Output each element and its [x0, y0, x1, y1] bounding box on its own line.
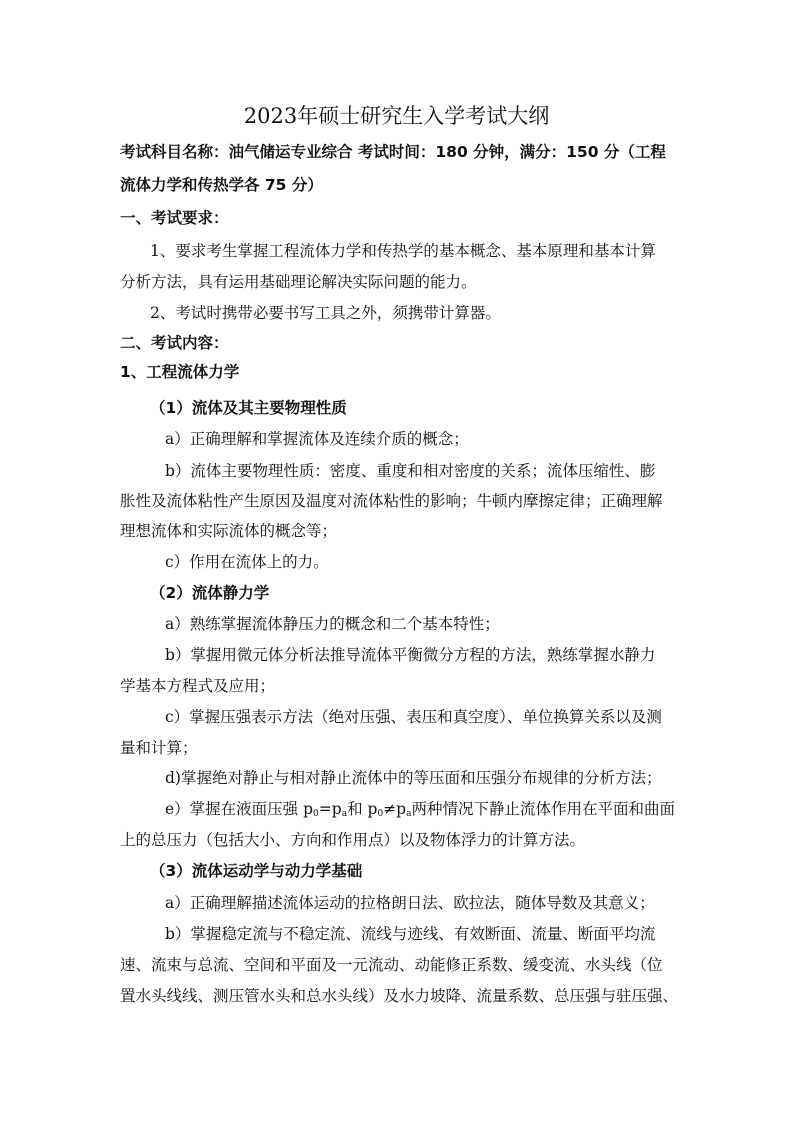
- part3-item-a: a）正确理解描述流体运动的拉格朗日法、欧拉法，随体导数及其意义；: [165, 894, 655, 912]
- part2-item-a: a）熟练掌握流体静压力的概念和二个基本特性；: [165, 615, 500, 633]
- subscript-a: a: [341, 809, 348, 819]
- part3-heading: （3）流体运动学与动力学基础: [150, 862, 363, 880]
- e-text-pre: e）掌握在液面压强: [165, 800, 304, 818]
- section1-heading: 一、考试要求：: [120, 209, 229, 227]
- part1-item-b-line-1: b）流体主要物理性质：密度、重度和相对密度的关系；流体压缩性、膨: [165, 462, 656, 480]
- document-title: 2023年硕士研究生入学考试大纲: [243, 104, 550, 128]
- part2-item-c-line-2: 量和计算；: [120, 739, 198, 757]
- section2-heading: 二、考试内容：: [120, 334, 229, 352]
- part1-item-c: c）作用在流体上的力。: [165, 553, 329, 571]
- subscript-0: 0: [313, 809, 319, 819]
- part3-item-b-line-3: 置水头线线、测压管水头和总水头线）及水力坡降、流量系数、总压强与驻压强、: [120, 987, 679, 1005]
- requirement-1-line-1: 1、要求考生掌握工程流体力学和传热学的基本概念、基本原理和基本计算: [150, 242, 656, 260]
- equals-pa: =p: [318, 800, 342, 818]
- requirement-2: 2、考试时携带必要书写工具之外，须携带计算器。: [150, 304, 501, 322]
- subject-info-line-1: 考试科目名称：油气储运专业综合 考试时间：180 分钟，满分：150 分（工程: [120, 143, 666, 161]
- part2-item-e-line-2: 上的总压力（包括大小、方向和作用点）以及物体浮力的计算方法。: [120, 831, 586, 849]
- subject-info-line-2: 流体力学和传热学各 75 分）: [120, 176, 323, 194]
- part3-item-b-line-1: b）掌握稳定流与不稳定流、流线与迹线、有效断面、流量、断面平均流: [165, 925, 656, 943]
- subsection-fluid-mechanics-heading: 1、工程流体力学: [120, 363, 240, 381]
- part2-item-d: d)掌握绝对静止与相对静止流体中的等压面和压强分布规律的分析方法；: [165, 769, 662, 787]
- subscript-0b: 0: [377, 809, 384, 819]
- requirement-1-line-2: 分析方法，具有运用基础理论解决实际问题的能力。: [120, 273, 477, 291]
- part1-item-b-line-2: 胀性及流体粘性产生原因及温度对流体粘性的影响；牛顿内摩擦定律；正确理解: [120, 492, 663, 510]
- part2-heading: （2）流体静力学: [150, 584, 270, 602]
- and-p0: 和 p: [347, 800, 378, 818]
- part2-item-b-line-2: 学基本方程式及应用；: [120, 677, 276, 695]
- e-text-post: 两种情况下静止流体作用在平面和曲面: [411, 800, 675, 818]
- subscript-ab: a: [406, 809, 412, 819]
- part2-item-e-line-1: [165, 799, 675, 824]
- p0-symbol: p: [303, 800, 314, 818]
- part2-item-b-line-1: b）掌握用微元体分析法推导流体平衡微分方程的方法，熟练掌握水静力: [165, 646, 656, 664]
- part2-item-c-line-1: c）掌握压强表示方法（绝对压强、表压和真空度）、单位换算关系以及测: [165, 708, 662, 726]
- part1-heading: （1）流体及其主要物理性质: [150, 399, 347, 417]
- not-equal-pa: ≠p: [383, 800, 407, 818]
- part1-item-b-line-3: 理想流体和实际流体的概念等；: [120, 522, 338, 540]
- part1-item-a: a）正确理解和掌握流体及连续介质的概念；: [165, 430, 469, 448]
- part3-item-b-line-2: 速、流束与总流、空间和平面及一元流动、动能修正系数、缓变流、水头线（位: [120, 956, 663, 974]
